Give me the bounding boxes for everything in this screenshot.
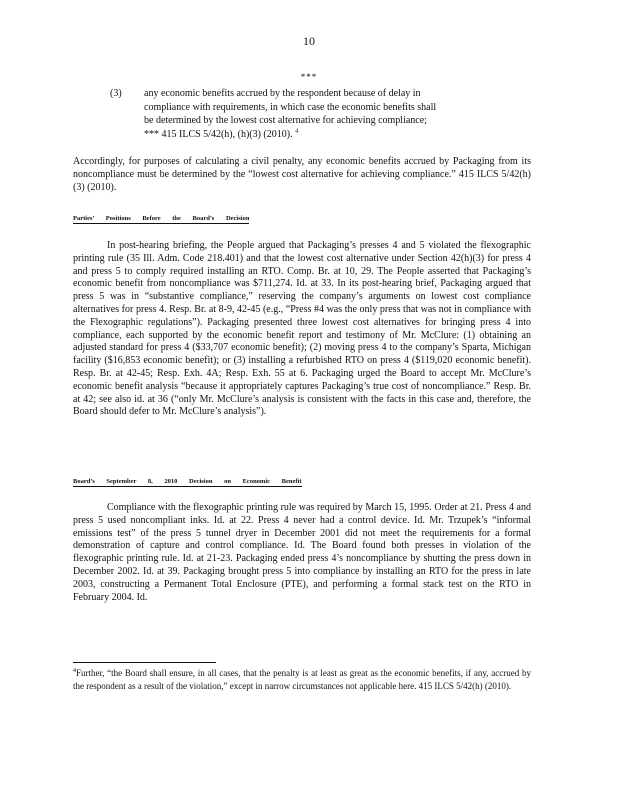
paragraph-text: Accordingly, for purposes of calculating a civil penalty, any economic benefits accrued by Packaging from its noncompliance must be determined by the “lowest cost alternative for achieving compliance.” 415 ILCS 5/42(h)(3) (2010).: [73, 156, 531, 193]
quoted-statute-item: [110, 87, 510, 141]
paragraph-text: Compliance with the flexographic printing rule was required by March 15, 1995. Order at 21. Press 4 and press 5 used noncompliant inks. Id. at 22. Press 4 never had a control device. Id. Mr. Trzupek’s “informal emissions test” of the press 5 tunnel dryer in December 2001 did not meet the requirements for a formal demonstration of capture and control compliance. Id. The Board found both presses in violation of the flexographic printing rule. Id. at 21-23. Packaging ended press 4’s noncompliance by shutting the press down in December 2002. Id. at 39. Packaging brought press 5 into compliance by installing an RTO for the press in late 2003, constructing a Permanent Total Enclosure (PTE), and performing a formal stack test on the RTO in February 2004. Id.: [73, 502, 531, 603]
footnote-body: Further, “the Board shall ensure, in all cases, that the penalty is at least as great as the economic benefits, if any, accrued by the respondent as a result of the violation,” except in narrow circumstances not applicable here. 415 ILCS 5/42(h) (2010).: [73, 668, 531, 691]
item-body: [144, 87, 510, 141]
item-number: (3): [110, 88, 122, 99]
footnote-text: [73, 667, 531, 692]
item-line: any economic benefits accrued by the respondent because of delay in: [144, 88, 421, 99]
page-number: 10: [303, 34, 315, 48]
item-line: [144, 128, 510, 142]
item-line: compliance with requirements, in which case the economic benefits shall: [144, 101, 437, 113]
paragraph-positions: [73, 240, 531, 419]
footnote: [73, 667, 531, 692]
footnote-reference: 4: [295, 128, 299, 135]
paragraph-text: In post-hearing briefing, the People argued that Packaging’s presses 4 and 5 violated the flexographic printing rule (35 Ill. Adm. Code 218.401) and that the lowest cost alternative under Section 42(h)(3) for press 4 and press 5 to comply required installing an RTO. Comp. Br. at 10, 29. The People asserted that Packaging’s economic benefit from noncompliance was $711,274. Id. at 33. In its post-hearing brief, Packaging argued that press 5 was in “substantive compliance,” reserving the company’s arguments on lowest cost compliance alternatives for press 4. Resp. Br. at 8-9, 42-45 (e.g., “Press #4 was the only press that was not in compliance with the Flexographic regulations”). Packaging presented three lowest cost alternatives for bringing press 4 into compliance, each supported by the economic benefit report and testimony of Mr. McClure: (1) obtaining an adjusted standard for press 4 ($33,707 economic benefit); (2) moving press 4 to the company’s Sparta, Michigan facility ($16,853 economic benefit); or (3) installing a refurbished RTO on press 4 ($119,020 economic benefit). Resp. Br. at 42-45; Resp. Exh. 4A; Resp. Exh. 55 at 6. Packaging urged the Board to accept Mr. McClure’s economic benefit analysis “because it appropriately captures Packaging’s true cost of noncompliance.” Resp. Br. at 42; see also id. at 36 (“only Mr. McClure’s analysis is consistent with the facts in this case and, therefore, the Board should defer to Mr. McClure’s analysis”).: [73, 240, 531, 418]
footnote-number: 4: [73, 668, 76, 674]
citation-text: *** 415 ILCS 5/42(h), (h)(3) (2010).: [144, 128, 293, 140]
section-separator: ***: [300, 72, 318, 82]
section-heading-decision: Board’s September 8, 2010 Decision on Economic Benefit: [73, 478, 302, 485]
section-heading-positions: Parties’ Positions Before the Board’s Decision: [73, 215, 250, 222]
footnote-divider: [73, 662, 216, 663]
paragraph-decision: [73, 502, 531, 604]
paragraph-accordingly: [73, 156, 531, 194]
item-line: be determined by the lowest cost alternative for achieving compliance;: [144, 115, 427, 126]
